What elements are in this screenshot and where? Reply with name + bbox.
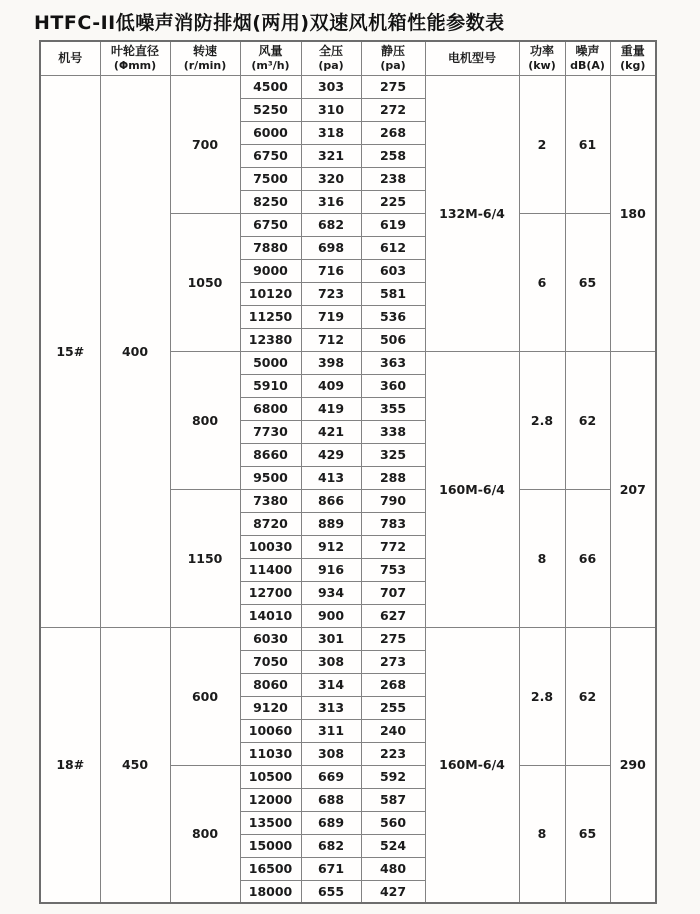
header-label: 重量 — [620, 43, 645, 58]
cell-total-pressure: 320 — [301, 167, 361, 190]
header-label: 静压 — [380, 43, 405, 58]
cell-static-pressure: 268 — [361, 121, 425, 144]
cell-air-volume: 7730 — [240, 420, 301, 443]
cell-air-volume: 8720 — [240, 512, 301, 535]
cell-total-pressure: 669 — [301, 765, 361, 788]
cell-total-pressure: 716 — [301, 259, 361, 282]
cell-static-pressure: 783 — [361, 512, 425, 535]
cell-air-volume: 12000 — [240, 788, 301, 811]
header-air-volume — [240, 41, 301, 75]
cell-air-volume: 14010 — [240, 604, 301, 627]
cell-weight: 180 — [610, 75, 656, 351]
cell-total-pressure: 308 — [301, 650, 361, 673]
cell-noise: 66 — [565, 489, 610, 627]
cell-static-pressure: 427 — [361, 880, 425, 903]
header-unit: (Φmm) — [113, 58, 157, 72]
cell-air-volume: 16500 — [240, 857, 301, 880]
cell-static-pressure: 223 — [361, 742, 425, 765]
cell-total-pressure: 301 — [301, 627, 361, 650]
cell-air-volume: 13500 — [240, 811, 301, 834]
cell-air-volume: 4500 — [240, 75, 301, 98]
cell-speed: 1150 — [170, 489, 240, 627]
cell-impeller-diameter: 450 — [100, 627, 170, 903]
cell-air-volume: 18000 — [240, 880, 301, 903]
cell-power: 8 — [519, 765, 565, 903]
cell-static-pressure: 360 — [361, 374, 425, 397]
cell-motor-model: 132M-6/4 — [425, 75, 519, 351]
cell-air-volume: 6800 — [240, 397, 301, 420]
cell-static-pressure: 258 — [361, 144, 425, 167]
cell-weight: 290 — [610, 627, 656, 903]
cell-air-volume: 5000 — [240, 351, 301, 374]
header-total-pressure — [301, 41, 361, 75]
header-row — [40, 41, 656, 75]
header-label: 全压 — [318, 43, 343, 58]
cell-static-pressure: 272 — [361, 98, 425, 121]
header-weight — [610, 41, 656, 75]
cell-static-pressure: 288 — [361, 466, 425, 489]
cell-motor-model: 160M-6/4 — [425, 627, 519, 903]
cell-air-volume: 7380 — [240, 489, 301, 512]
cell-static-pressure: 536 — [361, 305, 425, 328]
cell-total-pressure: 719 — [301, 305, 361, 328]
cell-total-pressure: 912 — [301, 535, 361, 558]
cell-static-pressure: 603 — [361, 259, 425, 282]
cell-static-pressure: 480 — [361, 857, 425, 880]
cell-air-volume: 6030 — [240, 627, 301, 650]
cell-total-pressure: 934 — [301, 581, 361, 604]
cell-static-pressure: 225 — [361, 190, 425, 213]
cell-total-pressure: 409 — [301, 374, 361, 397]
cell-total-pressure: 318 — [301, 121, 361, 144]
header-unit: (pa) — [318, 58, 344, 72]
header-label: 风量 — [258, 43, 283, 58]
cell-air-volume: 11030 — [240, 742, 301, 765]
cell-air-volume: 12700 — [240, 581, 301, 604]
cell-speed: 800 — [170, 351, 240, 489]
cell-total-pressure: 316 — [301, 190, 361, 213]
cell-total-pressure: 698 — [301, 236, 361, 259]
cell-power: 2 — [519, 75, 565, 213]
cell-weight: 207 — [610, 351, 656, 627]
cell-total-pressure: 313 — [301, 696, 361, 719]
header-unit: (m³/h) — [251, 58, 290, 72]
cell-air-volume: 6750 — [240, 213, 301, 236]
cell-air-volume: 10500 — [240, 765, 301, 788]
cell-air-volume: 6000 — [240, 121, 301, 144]
cell-air-volume: 12380 — [240, 328, 301, 351]
cell-air-volume: 11250 — [240, 305, 301, 328]
cell-total-pressure: 314 — [301, 673, 361, 696]
header-speed — [170, 41, 240, 75]
page-title: HTFC-II低噪声消防排烟(两用)双速风机箱性能参数表 — [34, 12, 505, 34]
cell-power: 6 — [519, 213, 565, 351]
cell-noise: 62 — [565, 351, 610, 489]
table-body — [40, 75, 656, 903]
cell-power: 2.8 — [519, 351, 565, 489]
cell-air-volume: 8250 — [240, 190, 301, 213]
cell-total-pressure: 866 — [301, 489, 361, 512]
cell-static-pressure: 627 — [361, 604, 425, 627]
cell-static-pressure: 524 — [361, 834, 425, 857]
cell-total-pressure: 682 — [301, 834, 361, 857]
cell-total-pressure: 688 — [301, 788, 361, 811]
header-label: 电机型号 — [447, 50, 496, 65]
table-row — [40, 75, 656, 98]
cell-static-pressure: 325 — [361, 443, 425, 466]
cell-noise: 65 — [565, 765, 610, 903]
cell-static-pressure: 560 — [361, 811, 425, 834]
cell-air-volume: 10120 — [240, 282, 301, 305]
cell-air-volume: 10060 — [240, 719, 301, 742]
cell-noise: 62 — [565, 627, 610, 765]
cell-static-pressure: 338 — [361, 420, 425, 443]
cell-static-pressure: 619 — [361, 213, 425, 236]
header-label: 转速 — [192, 43, 217, 58]
cell-static-pressure: 275 — [361, 627, 425, 650]
cell-power: 2.8 — [519, 627, 565, 765]
cell-noise: 61 — [565, 75, 610, 213]
cell-air-volume: 7880 — [240, 236, 301, 259]
cell-total-pressure: 421 — [301, 420, 361, 443]
header-label: 叶轮直径 — [110, 43, 159, 58]
cell-air-volume: 8660 — [240, 443, 301, 466]
cell-total-pressure: 413 — [301, 466, 361, 489]
header-static-pressure — [361, 41, 425, 75]
cell-total-pressure: 689 — [301, 811, 361, 834]
cell-static-pressure: 275 — [361, 75, 425, 98]
cell-air-volume: 9500 — [240, 466, 301, 489]
cell-total-pressure: 723 — [301, 282, 361, 305]
cell-static-pressure: 592 — [361, 765, 425, 788]
cell-total-pressure: 303 — [301, 75, 361, 98]
cell-air-volume: 7050 — [240, 650, 301, 673]
header-power — [519, 41, 565, 75]
cell-static-pressure: 612 — [361, 236, 425, 259]
cell-total-pressure: 682 — [301, 213, 361, 236]
cell-static-pressure: 273 — [361, 650, 425, 673]
cell-total-pressure: 419 — [301, 397, 361, 420]
cell-static-pressure: 255 — [361, 696, 425, 719]
cell-fan-number: 15# — [40, 75, 100, 627]
cell-static-pressure: 363 — [361, 351, 425, 374]
cell-total-pressure: 321 — [301, 144, 361, 167]
cell-air-volume: 11400 — [240, 558, 301, 581]
cell-air-volume: 5910 — [240, 374, 301, 397]
cell-total-pressure: 671 — [301, 857, 361, 880]
header-label: 功率 — [529, 43, 554, 58]
cell-air-volume: 9120 — [240, 696, 301, 719]
cell-total-pressure: 310 — [301, 98, 361, 121]
cell-speed: 1050 — [170, 213, 240, 351]
cell-impeller-diameter: 400 — [100, 75, 170, 627]
cell-total-pressure: 889 — [301, 512, 361, 535]
cell-speed: 800 — [170, 765, 240, 903]
cell-total-pressure: 398 — [301, 351, 361, 374]
cell-speed: 600 — [170, 627, 240, 765]
header-unit: (pa) — [380, 58, 406, 72]
header-noise — [565, 41, 610, 75]
cell-static-pressure: 268 — [361, 673, 425, 696]
fan-spec-table — [39, 40, 657, 904]
cell-static-pressure: 772 — [361, 535, 425, 558]
cell-air-volume: 10030 — [240, 535, 301, 558]
cell-static-pressure: 707 — [361, 581, 425, 604]
table-row — [40, 627, 656, 650]
cell-static-pressure: 790 — [361, 489, 425, 512]
cell-static-pressure: 240 — [361, 719, 425, 742]
header-label: 噪声 — [575, 43, 600, 58]
cell-static-pressure: 238 — [361, 167, 425, 190]
cell-static-pressure: 753 — [361, 558, 425, 581]
cell-noise: 65 — [565, 213, 610, 351]
cell-motor-model: 160M-6/4 — [425, 351, 519, 627]
cell-air-volume: 6750 — [240, 144, 301, 167]
header-fan-number — [40, 41, 100, 75]
cell-power: 8 — [519, 489, 565, 627]
cell-total-pressure: 900 — [301, 604, 361, 627]
cell-air-volume: 7500 — [240, 167, 301, 190]
header-unit: (r/min) — [183, 58, 227, 72]
header-label: 机号 — [58, 50, 83, 65]
cell-static-pressure: 587 — [361, 788, 425, 811]
cell-air-volume: 5250 — [240, 98, 301, 121]
cell-total-pressure: 712 — [301, 328, 361, 351]
cell-air-volume: 8060 — [240, 673, 301, 696]
cell-static-pressure: 355 — [361, 397, 425, 420]
cell-total-pressure: 308 — [301, 742, 361, 765]
cell-total-pressure: 429 — [301, 443, 361, 466]
cell-air-volume: 15000 — [240, 834, 301, 857]
cell-static-pressure: 506 — [361, 328, 425, 351]
cell-speed: 700 — [170, 75, 240, 213]
cell-air-volume: 9000 — [240, 259, 301, 282]
header-impeller-diameter — [100, 41, 170, 75]
header-unit: (kg) — [620, 58, 646, 72]
cell-total-pressure: 311 — [301, 719, 361, 742]
cell-fan-number: 18# — [40, 627, 100, 903]
header-unit: dB(A) — [570, 58, 605, 72]
cell-static-pressure: 581 — [361, 282, 425, 305]
header-motor-model — [425, 41, 519, 75]
cell-total-pressure: 655 — [301, 880, 361, 903]
header-unit: (kw) — [528, 58, 556, 72]
table-header — [40, 41, 656, 75]
cell-total-pressure: 916 — [301, 558, 361, 581]
